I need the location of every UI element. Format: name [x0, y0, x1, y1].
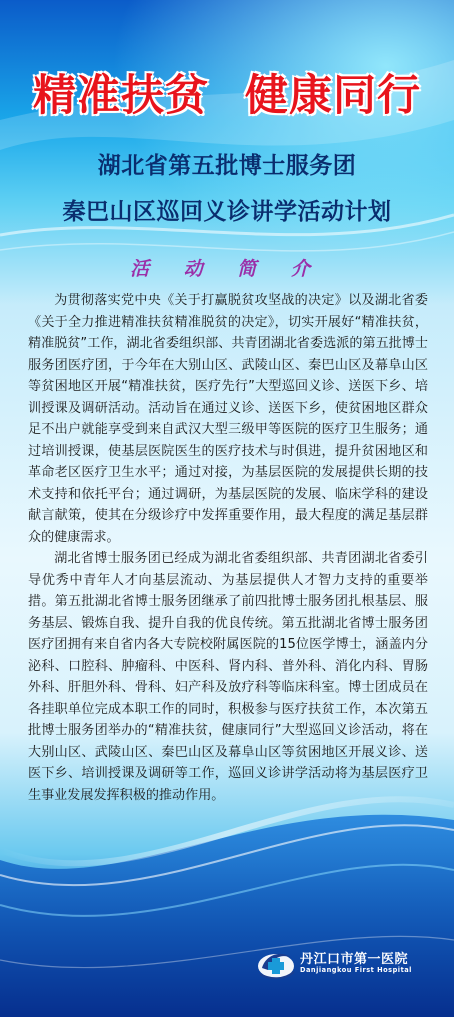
slogan-left: 精准扶贫	[33, 71, 209, 121]
slogan	[0, 62, 454, 123]
hospital-name-english: Danjiangkou First Hospital	[300, 966, 412, 974]
paragraph-2: 湖北省博士服务团已经成为湖北省委组织部、共青团湖北省委引导优秀中青年人才向基层流动、为基层提供人才智力支持的重要举措。第五批湖北省博士服务团继承了前四批博士服务团扎根基层、服务基层、锻炼自我、提升自我的优良传统。第五批湖北省博士服务团医疗团拥有来自省内各大专院校附属医院的15位医学博士，涵盖内分泌科、口腔科、肿瘤科、中医科、肾内科、普外科、消化内科、胃肠外科、肝胆外科、骨科、妇产科及放疗科等临床科室。博士团成员在各挂职单位完成本职工作的同时，积极参与医疗扶贫工作，本次第五批博士服务团举办的“精准扶贫，健康同行”大型巡回义诊活动，将在大别山区、武陵山区、秦巴山区及幕阜山区等贫困地区开展义诊、送医下乡、培训授课及调研等工作，巡回义诊讲学活动将为基层医疗卫生事业发展发挥积极的推动作用。	[28, 551, 428, 803]
section-heading: 活 动 简 介	[130, 258, 324, 280]
hospital-name: 丹江口市第一医院	[300, 952, 409, 967]
hospital-logo	[256, 944, 426, 982]
paragraph-1: 为贯彻落实党中央《关于打赢脱贫攻坚战的决定》以及湖北省委《关于全力推进精准扶贫精准脱贫的决定》，切实开展好“精准扶贫，精准脱贫”工作，湖北省委组织部、共青团湖北省委选派的第五批博士服务团医疗团，于今年在大别山区、武陵山区、秦巴山区及幕阜山区等贫困地区开展“精准扶贫，医疗先行”大型巡回义诊、送医下乡、培训授课及调研活动。活动旨在通过义诊、送医下乡，使贫困地区群众足不出户就能享受到来自武汉大型三级甲等医院的医疗卫生服务；通过培训授课，使基层医院医生的医疗技术与时俱进，提升贫困地区和革命老区医疗卫生水平；通过对接，为基层医院的发展提供长期的技术支持和依托平台；通过调研，为基层医院的发展、临床学科的建设献言献策，使其在分级诊疗中发挥重要作用，最大程度的满足基层群众的健康需求。	[28, 293, 428, 545]
slogan-right: 健康同行	[245, 71, 421, 121]
hospital-logo-icon	[256, 944, 296, 982]
body-text	[28, 290, 428, 806]
title-line-1: 湖北省第五批博士服务团	[97, 153, 357, 179]
title-line-2: 秦巴山区巡回义诊讲学活动计划	[62, 199, 392, 225]
